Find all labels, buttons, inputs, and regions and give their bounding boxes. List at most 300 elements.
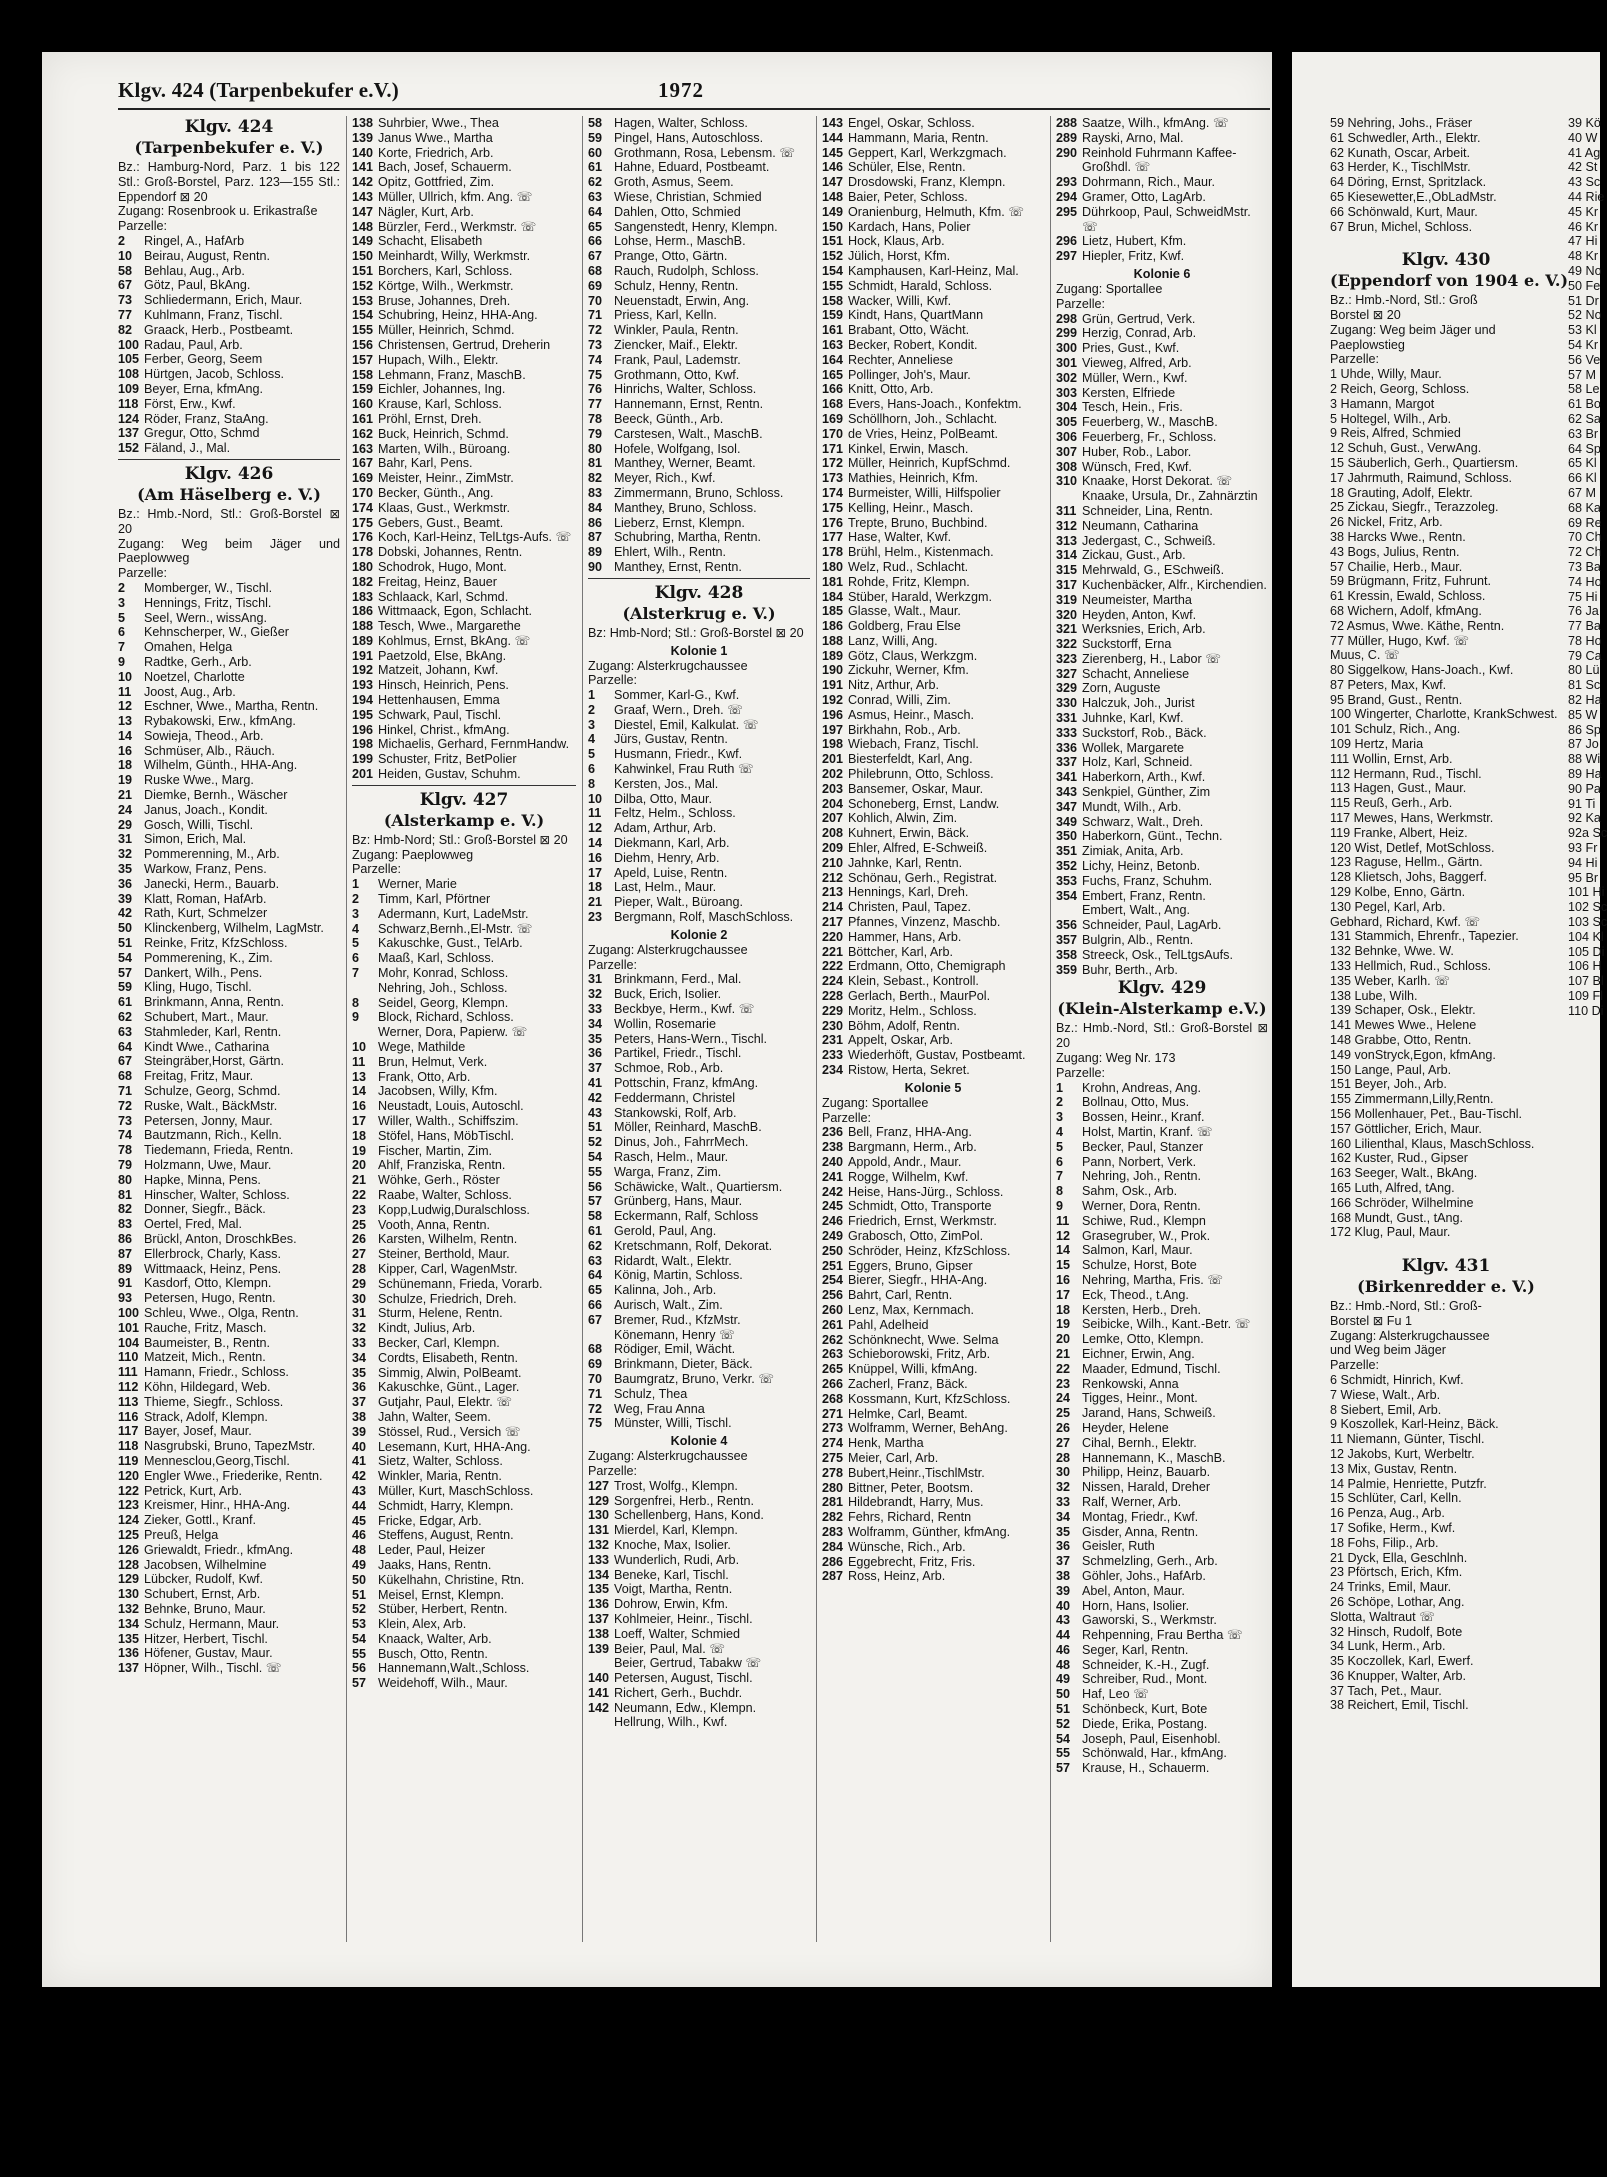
tenant-entry: Werner, Dora, Rentn. — [1082, 1198, 1201, 1213]
list-item: 21 Dyck, Ella, Geschlnh. — [1330, 1550, 1468, 1565]
tenant-entry: Bautzmann, Rich., Kelln. — [144, 1128, 282, 1143]
plot-number: 15 — [1056, 1258, 1071, 1273]
plot-number: 57 — [118, 965, 133, 980]
tenant-entry: Nehring, Joh., Rentn. — [1082, 1169, 1202, 1184]
list-item: 7 Wiese, Walt., Arb. — [1330, 1387, 1441, 1402]
list-item — [352, 234, 576, 249]
plot-number: 245 — [822, 1199, 844, 1214]
plot-number: 51 — [1056, 1702, 1071, 1717]
list-item — [352, 501, 576, 516]
list-item — [352, 634, 576, 649]
list-item — [352, 737, 576, 752]
plot-number: 182 — [352, 574, 374, 589]
list-item: 8 Siebert, Emil, Arb. — [1330, 1402, 1442, 1417]
list-item: Parzelle: — [1330, 352, 1379, 367]
plot-number: 2 — [1056, 1095, 1064, 1110]
tenant-entry: Christensen, Gertrud, Dreherin — [378, 337, 551, 352]
tenant-entry: Meyer, Rich., Kwf. — [614, 471, 716, 486]
plot-number: 183 — [352, 589, 374, 604]
plot-number: 161 — [352, 411, 374, 426]
plot-number: 18 — [1056, 1302, 1071, 1317]
plot-number: 197 — [822, 722, 844, 737]
plot-number: 46 — [1056, 1642, 1071, 1657]
list-item: 88 Wi — [1568, 752, 1601, 767]
tenant-entry: König, Martin, Schloss. — [614, 1268, 743, 1283]
list-item: 77 Müller, Hugo, Kwf. ☏ — [1330, 633, 1469, 648]
plot-number: 331 — [1056, 711, 1078, 726]
tenant-entry: Kindt, Julius, Arb. — [378, 1321, 476, 1336]
plot-number: 86 — [118, 1231, 133, 1246]
plot-number: 198 — [352, 737, 374, 752]
tenant-entry: Kehnscherper, W., Gießer — [144, 625, 289, 640]
list-item: Bz.: Hmb.-Nord, Stl.: Groß — [1330, 293, 1478, 308]
plot-number: 87 — [588, 530, 603, 545]
plot-number: 100 — [118, 337, 140, 352]
tenant-entry: Warga, Franz, Zim. — [614, 1164, 722, 1179]
list-item — [118, 249, 340, 264]
tenant-entry: Stüber, Harald, Werkzgm. — [848, 589, 992, 604]
list-item — [822, 1333, 1044, 1348]
plot-number: 180 — [352, 559, 374, 574]
tenant-entry: Ruske Wwe., Marg. — [144, 773, 254, 788]
plot-number: 108 — [118, 367, 140, 382]
list-item — [822, 1303, 1044, 1318]
list-item — [588, 1494, 810, 1509]
list-item — [822, 663, 1044, 678]
tenant-entry: Philipp, Heinz, Bauarb. — [1082, 1465, 1211, 1480]
list-item — [1056, 1125, 1268, 1140]
list-item: Borstel ⊠ Fu 1 — [1330, 1313, 1412, 1328]
tenant-entry: Matzeit, Johann, Kwf. — [378, 663, 499, 678]
tenant-entry: Schubring, Heinz, HHA-Ang. — [378, 308, 538, 323]
plot-number: 71 — [588, 1386, 603, 1401]
plot-number: 5 — [588, 747, 596, 762]
tenant-entry: Schliedermann, Erich, Maur. — [144, 293, 303, 308]
plot-number: 203 — [822, 781, 844, 796]
plot-number: 72 — [588, 323, 603, 338]
plot-number: 144 — [822, 130, 844, 145]
list-item — [1056, 249, 1268, 264]
plot-number: 30 — [1056, 1465, 1071, 1480]
plot-number: 111 — [118, 1365, 138, 1380]
plot-number: 165 — [822, 367, 844, 382]
tenant-entry: Warkow, Franz, Pens. — [144, 862, 267, 877]
tenant-entry: Huber, Rob., Labor. — [1082, 444, 1192, 459]
tenant-entry: Vooth, Anna, Rentn. — [378, 1217, 491, 1232]
plot-number: 217 — [822, 915, 844, 930]
plot-number: 32 — [352, 1321, 367, 1336]
plot-number: 42 — [588, 1090, 603, 1105]
list-item — [352, 590, 576, 605]
garden-club-block — [352, 116, 576, 782]
plot-number: 273 — [822, 1421, 844, 1436]
list-item — [822, 116, 1044, 131]
list-item — [352, 1188, 576, 1203]
list-item — [352, 1306, 576, 1321]
list-item — [118, 1128, 340, 1143]
tenant-entry: Bruse, Johannes, Dreh. — [378, 293, 511, 308]
list-item: 74 Ho — [1568, 574, 1602, 589]
list-item: 166 Schröder, Wilhelmine — [1330, 1195, 1474, 1210]
info-line: Zugang: Alsterkrugchaussee — [588, 942, 748, 957]
plot-number: 17 — [1056, 1287, 1071, 1302]
tenant-entry: Michaelis, Gerhard, FernmHandw. — [378, 737, 570, 752]
tenant-entry: Hupach, Wilh., Elektr. — [378, 352, 499, 367]
tenant-entry: Busch, Otto, Rentn. — [378, 1646, 488, 1661]
list-item — [352, 708, 576, 723]
column-separator — [1050, 116, 1051, 1942]
plot-number: 296 — [1056, 234, 1078, 249]
tenant-entry: Biesterfeldt, Karl, Ang. — [848, 752, 973, 767]
list-item — [352, 116, 576, 131]
list-item: 138 Lube, Wilh. — [1330, 988, 1418, 1003]
plot-number: 70 — [588, 293, 603, 308]
plot-number: 161 — [822, 323, 844, 338]
plot-number: 308 — [1056, 459, 1078, 474]
list-item — [352, 190, 576, 205]
list-item — [588, 806, 810, 821]
tenant-entry: Kinkel, Erwin, Masch. — [848, 441, 969, 456]
tenant-entry: Jahnke, Karl, Rentn. — [848, 855, 963, 870]
tenant-entry: Freitag, Heinz, Bauer — [378, 574, 497, 589]
list-item: 62 Sa — [1568, 411, 1601, 426]
tenant-entry: Böttcher, Karl, Arb. — [848, 944, 953, 959]
list-item — [1056, 800, 1268, 815]
plot-number: 303 — [1056, 385, 1078, 400]
plot-number: 168 — [822, 397, 844, 412]
list-item — [118, 1173, 340, 1188]
tenant-entry: Hapke, Minna, Pens. — [144, 1172, 261, 1187]
list-item — [118, 773, 340, 788]
list-item — [1056, 593, 1268, 608]
list-item — [352, 1632, 576, 1647]
plot-number: 39 — [352, 1424, 367, 1439]
list-item — [822, 1569, 1044, 1584]
list-item — [118, 625, 340, 640]
info-line: Parzelle: — [118, 219, 167, 234]
tenant-entry: Fricke, Edgar, Arb. — [378, 1513, 482, 1528]
list-item: 43 Bogs, Julius, Rentn. — [1330, 544, 1460, 559]
list-item — [118, 367, 340, 382]
tenant-entry: Feltz, Helm., Schloss. — [614, 806, 736, 821]
plot-number: 166 — [822, 382, 844, 397]
tenant-entry: Moritz, Helm., Schloss. — [848, 1003, 977, 1018]
tenant-entry: Partikel, Friedr., Tischl. — [614, 1046, 742, 1061]
plot-number: 67 — [118, 278, 133, 293]
tenant-entry: Dankert, Wilh., Pens. — [144, 965, 263, 980]
plot-number: 34 — [588, 1016, 603, 1031]
tenant-entry: Noetzel, Charlotte — [144, 669, 245, 684]
tenant-entry: Rödiger, Emil, Wächt. — [614, 1342, 736, 1357]
list-item — [352, 1292, 576, 1307]
tenant-entry: Gutjahr, Paul, Elektr. ☏ — [378, 1395, 513, 1410]
list-item: 58 Le — [1568, 382, 1600, 397]
tenant-entry: Hildebrandt, Harry, Mus. — [848, 1495, 984, 1510]
tenant-entry: Müller, Heinrich, KupfSchmd. — [848, 456, 1011, 471]
tenant-entry: Ross, Heinz, Arb. — [848, 1569, 946, 1584]
tenant-entry: Böhm, Adolf, Rentn. — [848, 1018, 961, 1033]
list-item — [1056, 622, 1268, 637]
tenant-entry: Gosch, Willi, Tischl. — [144, 817, 254, 832]
list-item — [822, 442, 1044, 457]
plot-number: 231 — [822, 1033, 844, 1048]
list-item — [118, 1202, 340, 1217]
list-item — [1056, 1658, 1268, 1673]
plot-number: 36 — [118, 876, 133, 891]
list-item — [588, 1268, 810, 1283]
list-item — [1056, 504, 1268, 519]
list-item — [1056, 829, 1268, 844]
list-item — [822, 930, 1044, 945]
plot-number: 143 — [822, 116, 844, 130]
plot-number: 36 — [1056, 1539, 1071, 1554]
info-line: Parzelle: — [822, 1110, 871, 1125]
plot-number: 44 — [1056, 1628, 1071, 1643]
tenant-entry: Beckbye, Herm., Kwf. ☏ — [614, 1002, 755, 1017]
list-item — [352, 1469, 576, 1484]
tenant-entry: Paetzold, Else, BkAng. — [378, 648, 507, 663]
plot-number: 354 — [1056, 888, 1078, 903]
list-item: 40 W — [1568, 130, 1598, 145]
tenant-entry: Joseph, Paul, Eisenhobl. — [1082, 1731, 1221, 1746]
list-item: 148 Grabbe, Otto, Rentn. — [1330, 1033, 1472, 1048]
section-rule — [588, 578, 810, 579]
plot-number: 286 — [822, 1554, 844, 1569]
tenant-entry: Brinkmann, Ferd., Mal. — [614, 972, 742, 987]
tenant-entry: Neumann, Catharina — [1082, 518, 1199, 533]
plot-number: 70 — [588, 1371, 603, 1386]
plot-number: 50 — [118, 921, 133, 936]
info-line: Bz: Hmb-Nord; Stl.: Groß-Borstel ⊠ 20 — [588, 625, 804, 640]
tenant-entry: Schwarz, Walt., Dreh. — [1082, 814, 1204, 829]
list-item — [352, 1484, 576, 1499]
tenant-entry: Fäland, J., Mal. — [144, 441, 231, 456]
tenant-entry: Brabant, Otto, Wächt. — [848, 323, 970, 338]
list-item — [588, 1328, 810, 1343]
info-line: Parzelle: — [588, 957, 637, 972]
tenant-entry: Trepte, Bruno, Buchbind. — [848, 515, 988, 530]
tenant-entry: Lohse, Herm., MaschB. — [614, 234, 746, 249]
tenant-entry: Mohr, Konrad, Schloss. — [378, 966, 509, 981]
tenant-entry: Haberkorn, Arth., Kwf. — [1082, 770, 1206, 785]
list-item — [352, 353, 576, 368]
plot-number: 54 — [118, 950, 133, 965]
tenant-entry: Dilba, Otto, Maur. — [614, 791, 712, 806]
tenant-entry: Zimiak, Anita, Arb. — [1082, 844, 1184, 859]
plot-number: 312 — [1056, 518, 1078, 533]
plot-number: 117 — [118, 1424, 139, 1439]
plot-number: 228 — [822, 989, 844, 1004]
list-item — [1056, 637, 1268, 652]
list-item: 36 Knupper, Walter, Arb. — [1330, 1668, 1467, 1683]
plot-number: 79 — [588, 426, 603, 441]
tenant-entry: Höfener, Gustav, Maur. — [144, 1646, 273, 1661]
info-line: Zugang: Alsterkrugchaussee — [588, 1449, 748, 1464]
plot-number: 150 — [822, 219, 844, 234]
plot-number: 136 — [118, 1646, 140, 1661]
plot-number: 186 — [822, 619, 844, 634]
tenant-entry: Juhnke, Karl, Kwf. — [1082, 711, 1184, 726]
plot-number: 46 — [352, 1528, 367, 1543]
list-item — [352, 752, 576, 767]
plot-number: 61 — [118, 995, 133, 1010]
list-item — [118, 338, 340, 353]
tenant-entry: Schönau, Gerh., Registrat. — [848, 870, 998, 885]
plot-number: 140 — [352, 145, 374, 160]
list-item — [352, 1588, 576, 1603]
list-item — [822, 1407, 1044, 1422]
list-item — [1056, 726, 1268, 741]
tenant-entry: Buhr, Berth., Arb. — [1082, 962, 1178, 977]
tenant-entry: Philebrunn, Otto, Schloss. — [848, 767, 994, 782]
tenant-entry: Heyder, Helene — [1082, 1420, 1169, 1435]
tenant-entry: Buck, Erich, Isolier. — [614, 987, 722, 1002]
info-line: Zugang: Alsterkrugchaussee — [588, 658, 748, 673]
tenant-entry: Krohn, Andreas, Ang. — [1082, 1080, 1202, 1095]
list-item — [1056, 326, 1268, 341]
list-item — [118, 966, 340, 981]
list-item — [588, 427, 810, 442]
list-item — [118, 1099, 340, 1114]
plot-number: 135 — [588, 1582, 610, 1597]
list-item — [822, 590, 1044, 605]
list-item: 35 Koczollek, Karl, Ewerf. — [1330, 1654, 1474, 1669]
tenant-entry: Ellerbrock, Charly, Kass. — [144, 1246, 281, 1261]
list-item — [822, 959, 1044, 974]
header-rule — [118, 108, 1270, 110]
plot-number: 155 — [822, 278, 844, 293]
plot-number: 167 — [352, 456, 374, 471]
plot-number: 69 — [588, 278, 603, 293]
tenant-entry: Schulz, Henny, Rentn. — [614, 278, 739, 293]
list-item: 107 Bl — [1568, 974, 1604, 989]
tenant-entry: Nissen, Harald, Dreher — [1082, 1480, 1211, 1495]
tenant-entry: Schmoe, Rob., Arb. — [614, 1061, 724, 1076]
list-item — [118, 382, 340, 397]
list-item — [588, 972, 810, 987]
list-item — [822, 1318, 1044, 1333]
list-item — [1056, 1584, 1268, 1599]
plot-number: 89 — [588, 545, 603, 560]
tenant-entry: Rauch, Rudolph, Schloss. — [614, 263, 759, 278]
tenant-entry: Strack, Adolf, Klempn. — [144, 1409, 268, 1424]
list-item — [588, 1002, 810, 1017]
tenant-entry: Brun, Helmut, Verk. — [378, 1054, 488, 1069]
list-item — [588, 397, 810, 412]
list-item: 57 M — [1568, 367, 1596, 382]
list-item: 117 Mewes, Hans, Werkmstr. — [1330, 811, 1494, 826]
tenant-entry: Nägler, Kurt, Arb. — [378, 204, 474, 219]
list-item — [118, 1632, 340, 1647]
list-item — [1056, 234, 1268, 249]
club-name: (Eppendorf von 1904 e. V.) — [1330, 271, 1569, 291]
list-item — [118, 264, 340, 279]
tenant-entry: Lübcker, Rudolf, Kwf. — [144, 1572, 264, 1587]
list-item — [1056, 1110, 1268, 1125]
plot-number: 6 — [352, 951, 360, 966]
list-item: 63 Herder, K., TischlMstr. — [1330, 160, 1471, 175]
tenant-entry: Zorn, Auguste — [1082, 681, 1161, 696]
tenant-entry: Grasegruber, W., Prok. — [1082, 1228, 1211, 1243]
list-item — [352, 907, 576, 922]
plot-number: 42 — [352, 1469, 367, 1484]
tenant-entry: Weidehoff, Wilh., Maur. — [378, 1676, 508, 1691]
list-item — [118, 234, 340, 249]
list-item: 165 Luth, Alfred, tAng. — [1330, 1180, 1455, 1195]
list-item — [352, 1661, 576, 1676]
list-item: 111 Wollin, Ernst, Arb. — [1330, 751, 1453, 766]
plot-number: 56 — [588, 1179, 603, 1194]
plot-number: 159 — [822, 308, 844, 323]
plot-number: 37 — [352, 1395, 367, 1410]
list-item — [588, 205, 810, 220]
list-item — [352, 146, 576, 161]
list-item — [1056, 1746, 1268, 1761]
list-item — [118, 1114, 340, 1129]
list-item — [118, 1158, 340, 1173]
tenant-entry: Preuß, Helga — [144, 1527, 219, 1542]
plot-number: 32 — [118, 847, 133, 862]
list-item — [118, 1498, 340, 1513]
plot-number: 176 — [822, 515, 844, 530]
list-item — [352, 723, 576, 738]
plot-number: 132 — [118, 1601, 140, 1616]
list-item — [822, 175, 1044, 190]
list-item — [118, 1040, 340, 1055]
tenant-entry: Beneke, Karl, Tischl. — [614, 1567, 729, 1582]
list-item — [118, 744, 340, 759]
info-line: Zugang: Paeplowweg — [352, 847, 474, 862]
tenant-entry: Schacht, Anneliese — [1082, 666, 1190, 681]
tenant-entry: Wollek, Margarete — [1082, 740, 1184, 755]
list-item — [822, 1525, 1044, 1540]
garden-club-block — [588, 116, 810, 575]
tenant-entry: Evers, Hans-Joach., Konfektm. — [848, 397, 1022, 412]
list-item: 11 Niemann, Günter, Tischl. — [1330, 1432, 1485, 1447]
plot-number: 39 — [1056, 1583, 1071, 1598]
list-item — [822, 560, 1044, 575]
tenant-entry: Grünberg, Hans, Maur. — [614, 1194, 743, 1209]
list-item: 87 Jo — [1568, 737, 1599, 752]
plot-number: 357 — [1056, 933, 1078, 948]
plot-number: 43 — [352, 1483, 367, 1498]
tenant-entry: Conrad, Willi, Zim. — [848, 693, 951, 708]
list-item — [588, 866, 810, 881]
plot-number: 193 — [352, 678, 374, 693]
plot-number: 287 — [822, 1569, 844, 1584]
plot-number: 48 — [352, 1543, 367, 1558]
list-item: 150 Lange, Paul, Arb. — [1330, 1062, 1452, 1077]
plot-number: 23 — [1056, 1376, 1071, 1391]
list-item: 100 Wingerter, Charlotte, KrankSchwest. — [1330, 707, 1558, 722]
plot-number: 7 — [352, 966, 360, 981]
plot-number: 25 — [352, 1217, 367, 1232]
list-item — [118, 352, 340, 367]
plot-number: 14 — [1056, 1243, 1071, 1258]
list-item: 72 Asmus, Wwe. Käthe, Rentn. — [1330, 618, 1505, 633]
tenant-entry: Fehrs, Richard, Rentn — [848, 1510, 972, 1525]
plot-number: 265 — [822, 1362, 844, 1377]
tenant-entry: Nehring, Martha, Fris. ☏ — [1082, 1272, 1224, 1287]
column-separator — [816, 116, 817, 1942]
plot-number: 196 — [352, 722, 374, 737]
list-item — [352, 382, 576, 397]
tenant-entry: Graaf, Wern., Dreh. ☏ — [614, 702, 743, 717]
plot-number: 81 — [588, 456, 603, 471]
list-item — [588, 1715, 810, 1730]
plot-number: 271 — [822, 1406, 844, 1421]
plot-number: 24 — [118, 802, 133, 817]
